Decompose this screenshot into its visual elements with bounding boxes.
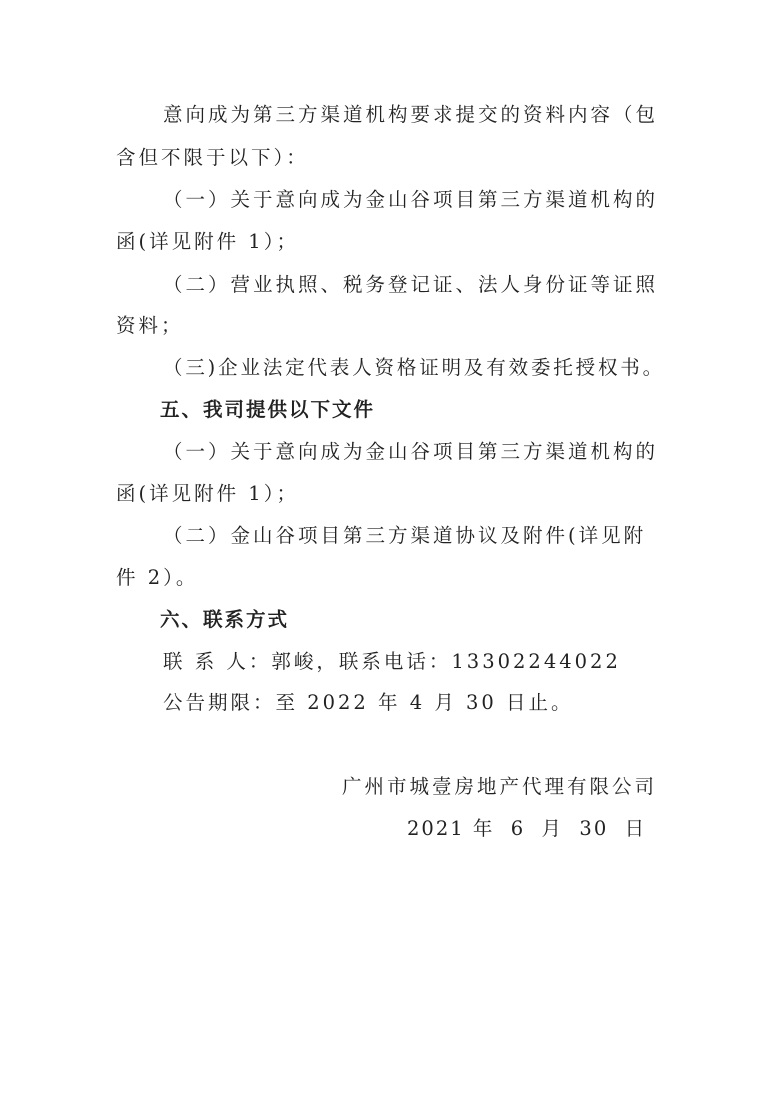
company-signature: 广州市城壹房地产代理有限公司 (342, 775, 658, 798)
requirement-item-2-line-2: 资料； (116, 314, 184, 337)
requirement-item-1-line-2: 函(详见附件 1）； (116, 230, 299, 253)
intro-line-1: 意向成为第三方渠道机构要求提交的资料内容（包 (163, 103, 659, 126)
section-5-heading: 五、我司提供以下文件 (160, 398, 376, 421)
requirement-item-3: （三)企业法定代表人资格证明及有效委托授权书。 (163, 356, 665, 379)
deadline-line: 公告期限：至 2022 年 4 月 30 日止。 (163, 691, 574, 714)
provided-item-1-line-2: 函(详见附件 1）； (116, 482, 299, 505)
provided-item-2-line-1: （二）金山谷项目第三方渠道协议及附件(详见附 (163, 524, 647, 547)
section-6-heading: 六、联系方式 (160, 608, 290, 631)
signature-date: 2021 年 6 月 30 日 (407, 817, 647, 840)
requirement-item-1-line-1: （一）关于意向成为金山谷项目第三方渠道机构的 (163, 188, 659, 211)
contact-line: 联 系 人：郭峻，联系电话：13302244022 (163, 650, 621, 673)
requirement-item-2-line-1: （二）营业执照、税务登记证、法人身份证等证照 (163, 273, 659, 296)
provided-item-2-line-2: 件 2）。 (116, 566, 199, 589)
provided-item-1-line-1: （一）关于意向成为金山谷项目第三方渠道机构的 (163, 440, 659, 463)
intro-line-2: 含但不限于以下）： (116, 146, 309, 169)
